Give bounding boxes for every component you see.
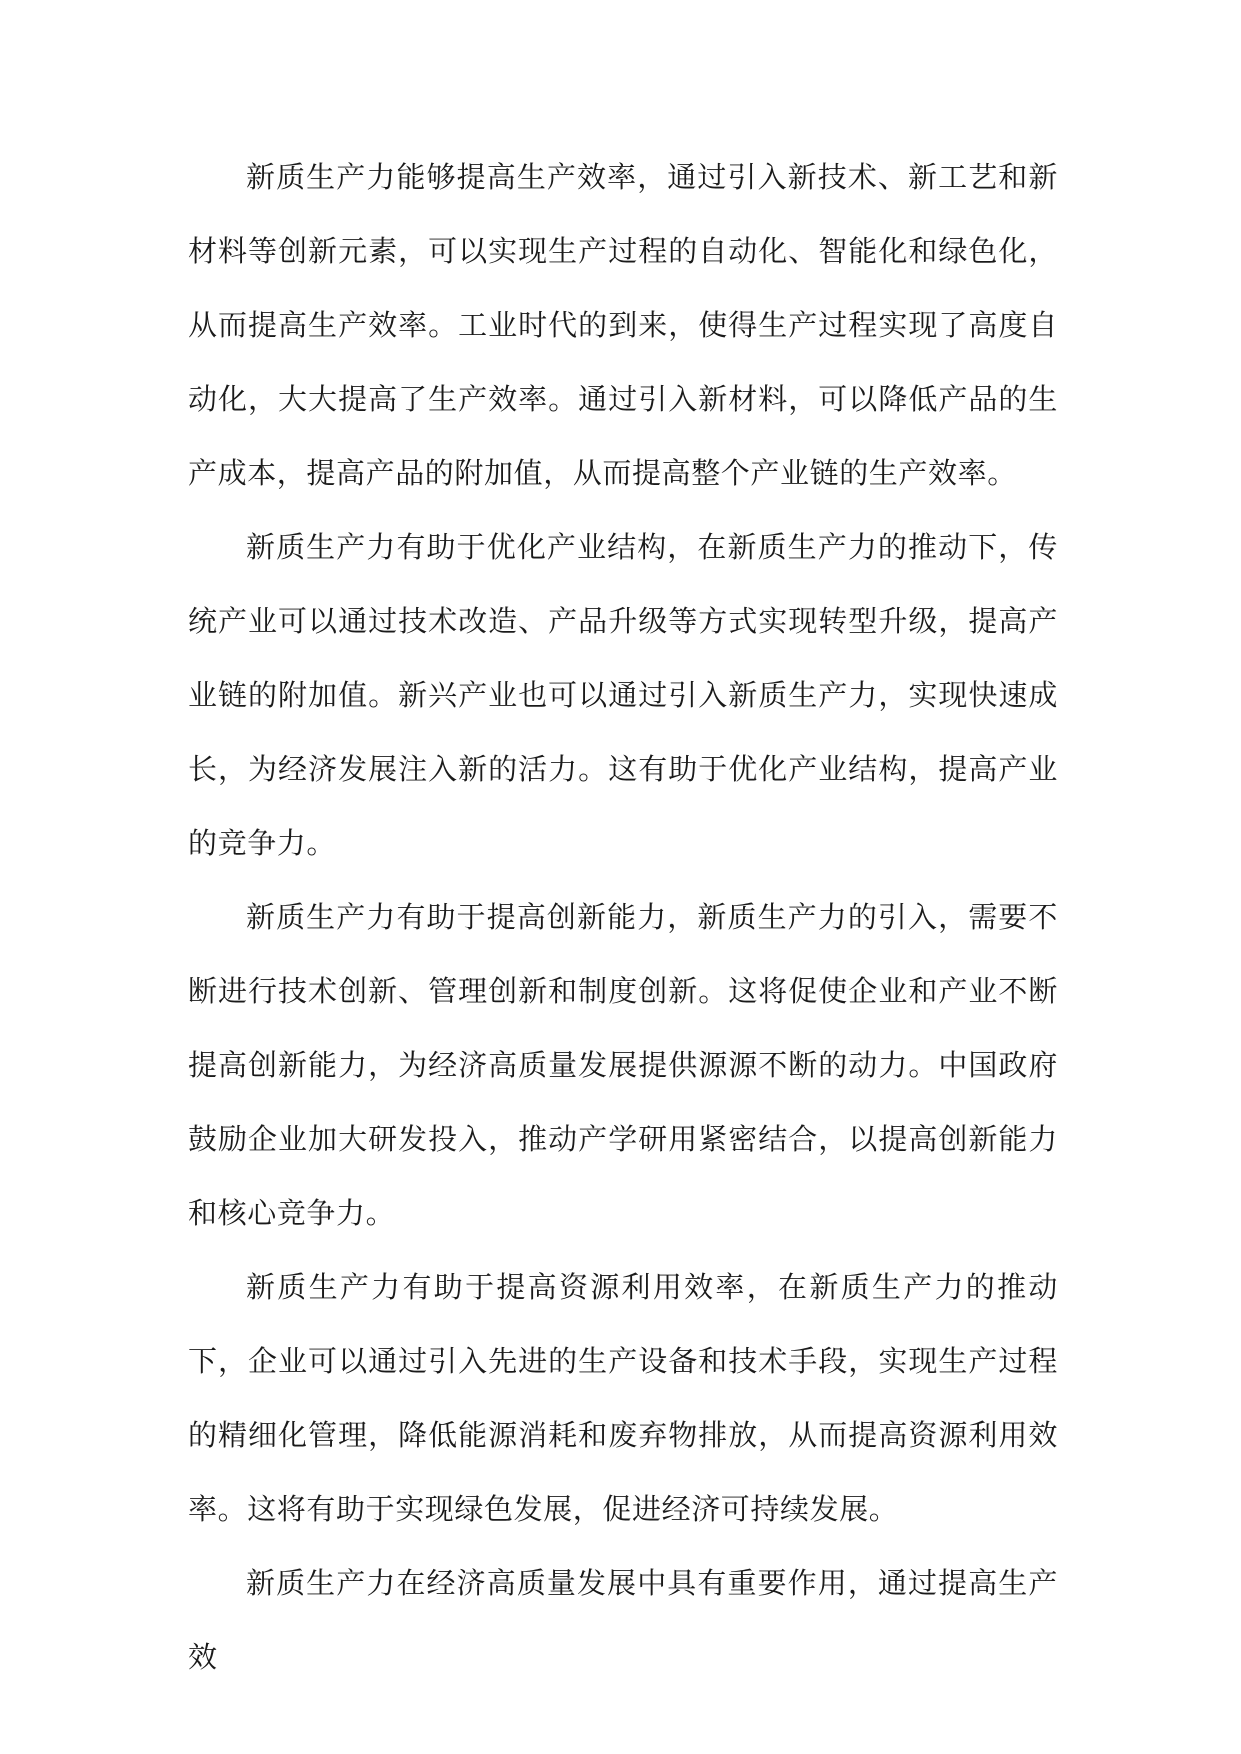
paragraph-production-efficiency: 新质生产力能够提高生产效率，通过引入新技术、新工艺和新材料等创新元素，可以实现生产过程的自动化、智能化和绿色化，从而提高生产效率。工业时代的到来，使得生产过程实现了高度自动化，大大提高了生产效率。通过引入新材料，可以降低产品的生产成本，提高产品的附加值，从而提高整个产业链的生产效率。 bbox=[188, 160, 1058, 490]
document-body bbox=[188, 140, 1058, 1694]
paragraph-conclusion: 新质生产力在经济高质量发展中具有重要作用，通过提高生产效 bbox=[188, 1566, 1058, 1674]
paragraph-innovation-capacity: 新质生产力有助于提高创新能力，新质生产力的引入，需要不断进行技术创新、管理创新和制度创新。这将促使企业和产业不断提高创新能力，为经济高质量发展提供源源不断的动力。中国政府鼓励企业加大研发投入，推动产学研用紧密结合，以提高创新能力和核心竞争力。 bbox=[188, 900, 1058, 1230]
paragraph-industrial-structure: 新质生产力有助于优化产业结构，在新质生产力的推动下，传统产业可以通过技术改造、产品升级等方式实现转型升级，提高产业链的附加值。新兴产业也可以通过引入新质生产力，实现快速成长，为经济发展注入新的活力。这有助于优化产业结构，提高产业的竞争力。 bbox=[188, 530, 1058, 860]
paragraph-resource-efficiency: 新质生产力有助于提高资源利用效率，在新质生产力的推动下，企业可以通过引入先进的生产设备和技术手段，实现生产过程的精细化管理，降低能源消耗和废弃物排放，从而提高资源利用效率。这将有助于实现绿色发展，促进经济可持续发展。 bbox=[188, 1270, 1058, 1526]
